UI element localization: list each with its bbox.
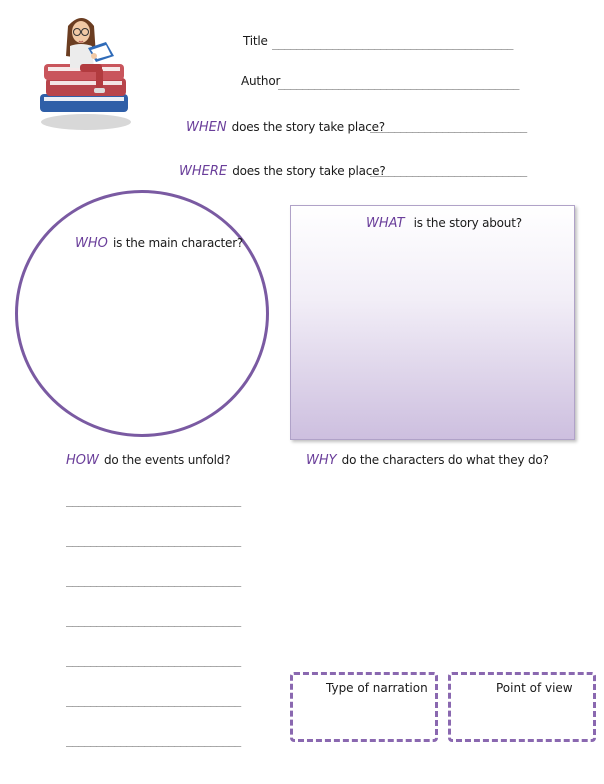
what-keyword: WHAT <box>366 216 405 231</box>
title-line[interactable]: ________________________________________ <box>272 37 513 50</box>
why-keyword: WHY <box>306 453 337 468</box>
who-text: is the main character? <box>112 236 244 250</box>
author-label: Author <box>241 74 281 88</box>
title-label: Title <box>243 34 268 48</box>
when-keyword: WHEN <box>186 120 227 135</box>
how-line-3[interactable]: _____________________________ <box>66 574 241 587</box>
why-text: do the characters do what they do? <box>341 453 549 467</box>
where-line[interactable]: __________________________ <box>370 164 527 177</box>
how-line-2[interactable]: _____________________________ <box>66 534 241 547</box>
why-question <box>306 449 549 468</box>
when-question <box>186 116 385 135</box>
how-question <box>66 449 230 468</box>
where-keyword: WHERE <box>179 164 228 179</box>
how-line-5[interactable]: _____________________________ <box>66 654 241 667</box>
how-line-1[interactable]: _____________________________ <box>66 494 241 507</box>
who-question <box>75 232 243 251</box>
how-keyword: HOW <box>66 453 99 468</box>
author-line[interactable]: ________________________________________ <box>278 77 519 90</box>
reading-avatar-icon <box>36 12 136 132</box>
how-line-7[interactable]: _____________________________ <box>66 734 241 747</box>
how-text: do the events unfold? <box>103 453 231 467</box>
who-keyword: WHO <box>75 236 108 251</box>
when-line[interactable]: __________________________ <box>370 120 527 133</box>
where-question <box>179 160 385 179</box>
what-question <box>366 212 522 231</box>
how-line-6[interactable]: _____________________________ <box>66 694 241 707</box>
how-line-4[interactable]: _____________________________ <box>66 614 241 627</box>
point-of-view-label: Point of view <box>496 681 573 695</box>
where-text: does the story take place? <box>232 164 386 178</box>
narration-label: Type of narration <box>326 681 428 695</box>
when-text: does the story take place? <box>231 120 385 134</box>
what-text: is the story about? <box>413 216 522 230</box>
what-box[interactable] <box>290 205 575 440</box>
who-circle[interactable] <box>15 190 269 437</box>
